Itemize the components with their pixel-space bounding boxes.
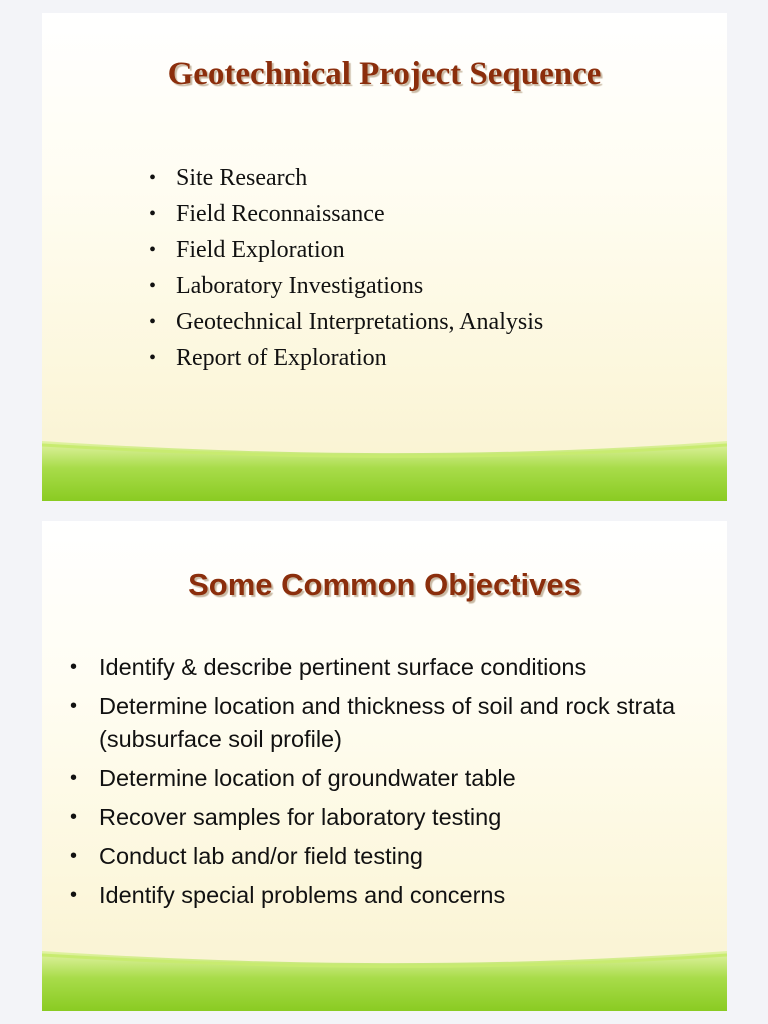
bullet-icon: •: [149, 275, 157, 297]
list-item-text: Recover samples for laboratory testing: [99, 804, 502, 830]
bullet-icon: •: [70, 884, 78, 906]
bullet-icon: •: [149, 203, 157, 225]
list-item: [70, 651, 722, 684]
list-item-text: Determine location and thickness of soil and rock strata (subsurface soil profile): [99, 693, 676, 752]
slide-project-sequence: [42, 13, 727, 501]
bullet-icon: •: [149, 311, 157, 333]
bullet-icon: •: [149, 167, 157, 189]
list-item-text: Report of Exploration: [176, 345, 387, 371]
bullet-icon: •: [70, 845, 78, 867]
list-item-text: Site Research: [176, 165, 308, 191]
list-item-text: Geotechnical Interpretations, Analysis: [176, 309, 544, 335]
list-item-text: Identify & describe pertinent surface conditions: [99, 654, 587, 680]
list-item: [70, 762, 722, 795]
bullet-icon: •: [70, 656, 78, 678]
list-item: [149, 271, 543, 307]
list-item: [149, 343, 543, 379]
list-item-text: Determine location of groundwater table: [99, 765, 516, 791]
bullet-icon: •: [149, 347, 157, 369]
slide-title: Geotechnical Project Sequence: [167, 56, 602, 92]
list-item: [70, 690, 722, 756]
list-item: [149, 235, 543, 271]
slide-title: Some Common Objectives: [188, 567, 581, 602]
bullet-list: [70, 651, 722, 918]
list-item: [70, 840, 722, 873]
slide-common-objectives: [42, 521, 727, 1011]
list-item-text: Conduct lab and/or field testing: [99, 843, 423, 869]
bullet-icon: •: [70, 695, 78, 717]
list-item-text: Field Reconnaissance: [176, 201, 385, 227]
list-item: [70, 879, 722, 912]
green-wave-band: [42, 441, 727, 501]
list-item: [149, 307, 543, 343]
list-item-text: Identify special problems and concerns: [99, 882, 506, 908]
list-item: [149, 163, 543, 199]
bullet-icon: •: [149, 239, 157, 261]
bullet-list: [149, 163, 543, 379]
green-wave-band: [42, 951, 727, 1011]
list-item: [70, 801, 722, 834]
list-item: [149, 199, 543, 235]
bullet-icon: •: [70, 767, 78, 789]
bullet-icon: •: [70, 806, 78, 828]
list-item-text: Laboratory Investigations: [176, 273, 424, 299]
list-item-text: Field Exploration: [176, 237, 345, 263]
